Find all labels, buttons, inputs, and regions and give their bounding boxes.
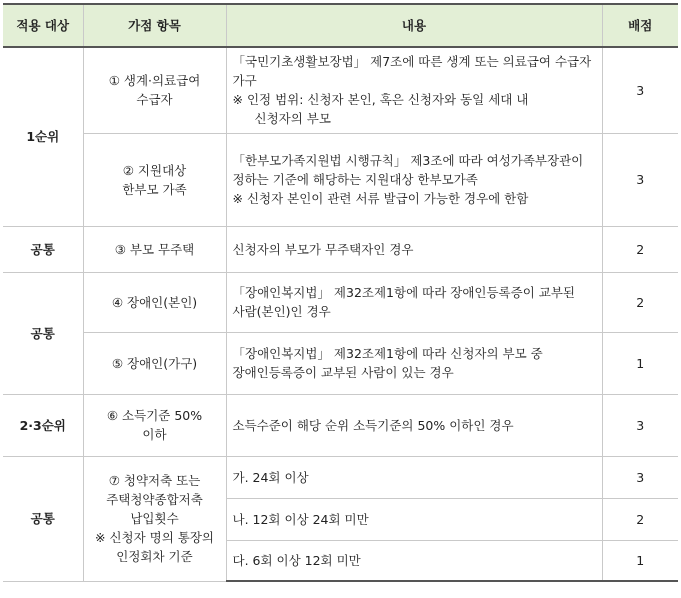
content-line: 나. 12회 이상 24회 미만 bbox=[232, 511, 369, 527]
item-line: 이하 bbox=[142, 427, 167, 442]
item-cell bbox=[83, 332, 226, 394]
header-score: 배점 bbox=[602, 4, 678, 47]
content-note: ※ 신청자 본인이 관련 서류 발급이 가능한 경우에 한함 bbox=[232, 191, 529, 206]
content-cell bbox=[226, 332, 602, 394]
table-row bbox=[3, 226, 678, 272]
score-cell: 3 bbox=[602, 456, 678, 498]
bonus-points-table bbox=[3, 3, 678, 582]
item-line: ④ 장애인(본인) bbox=[111, 294, 198, 310]
content-cell bbox=[226, 456, 602, 498]
table-row bbox=[3, 394, 678, 456]
score-cell: 2 bbox=[602, 226, 678, 272]
score-cell: 1 bbox=[602, 540, 678, 581]
table-header-row bbox=[3, 4, 678, 47]
content-cell bbox=[226, 498, 602, 540]
item-cell bbox=[83, 47, 226, 133]
item-line: ① 생계·의료급여 bbox=[108, 73, 201, 89]
item-cell bbox=[83, 133, 226, 226]
target-second-third-priority: 2·3순위 bbox=[3, 394, 83, 456]
score-cell: 3 bbox=[602, 133, 678, 226]
item-line: ⑤ 장애인(가구) bbox=[111, 355, 198, 371]
item-note: ※ 신청자 명의 통장의 bbox=[95, 530, 214, 545]
content-line: 「한부모가족지원법 시행규칙」 제3조에 따라 여성가족부장관이 bbox=[232, 153, 584, 168]
item-line: 납입횟수 bbox=[130, 511, 179, 526]
table-row bbox=[3, 456, 678, 498]
item-note: 인정회차 기준 bbox=[116, 549, 193, 564]
target-first-priority: 1순위 bbox=[3, 47, 83, 226]
item-line: ⑦ 청약저축 또는 bbox=[108, 473, 201, 488]
content-line: 소득수준이 해당 순위 소득기준의 50% 이하인 경우 bbox=[232, 417, 514, 433]
item-cell bbox=[83, 272, 226, 332]
content-cell bbox=[226, 47, 602, 133]
content-cell bbox=[226, 394, 602, 456]
score-cell: 3 bbox=[602, 47, 678, 133]
content-line: 「장애인복지법」 제32조제1항에 따라 신청자의 부모 중 bbox=[232, 346, 543, 361]
item-line: ② 지원대상 bbox=[122, 162, 187, 178]
score-cell: 1 bbox=[602, 332, 678, 394]
item-cell bbox=[83, 394, 226, 456]
table-row bbox=[3, 332, 678, 394]
header-target: 적용 대상 bbox=[3, 4, 83, 47]
content-cell bbox=[226, 226, 602, 272]
content-line: 가. 24회 이상 bbox=[232, 469, 309, 485]
item-cell bbox=[83, 456, 226, 581]
header-item: 가점 항목 bbox=[83, 4, 226, 47]
item-line: 주택청약종합저축 bbox=[106, 492, 203, 507]
table-row bbox=[3, 47, 678, 133]
item-line: ⑥ 소득기준 50% bbox=[106, 408, 203, 423]
content-note-continued: 신청자의 부모 bbox=[254, 111, 331, 127]
item-line: 한부모 가족 bbox=[122, 181, 187, 197]
content-line: 장애인등록증이 교부된 사람이 있는 경우 bbox=[232, 365, 454, 380]
header-content: 내용 bbox=[226, 4, 602, 47]
content-line: 다. 6회 이상 12회 미만 bbox=[232, 552, 361, 568]
content-cell bbox=[226, 272, 602, 332]
content-line: 정하는 기준에 해당하는 지원대상 한부모가족 bbox=[232, 172, 478, 187]
content-line: 사람(본인)인 경우 bbox=[232, 304, 331, 319]
target-common: 공통 bbox=[3, 226, 83, 272]
content-cell bbox=[226, 133, 602, 226]
item-line: 수급자 bbox=[136, 92, 173, 108]
content-cell bbox=[226, 540, 602, 581]
content-line: 신청자의 부모가 무주택자인 경우 bbox=[232, 241, 414, 257]
content-line: 「국민기초생활보장법」 제7조에 따른 생계 또는 의료급여 수급자 가구 bbox=[232, 54, 592, 89]
item-line: ③ 부모 무주택 bbox=[114, 241, 195, 257]
table-row bbox=[3, 272, 678, 332]
target-common: 공통 bbox=[3, 456, 83, 581]
score-cell: 2 bbox=[602, 272, 678, 332]
content-note: ※ 인정 범위: 신청자 본인, 혹은 신청자와 동일 세대 내 bbox=[232, 92, 529, 108]
score-cell: 3 bbox=[602, 394, 678, 456]
content-line: 「장애인복지법」 제32조제1항에 따라 장애인등록증이 교부된 bbox=[232, 285, 575, 300]
score-cell: 2 bbox=[602, 498, 678, 540]
target-common: 공통 bbox=[3, 272, 83, 394]
item-cell bbox=[83, 226, 226, 272]
table-row bbox=[3, 133, 678, 226]
